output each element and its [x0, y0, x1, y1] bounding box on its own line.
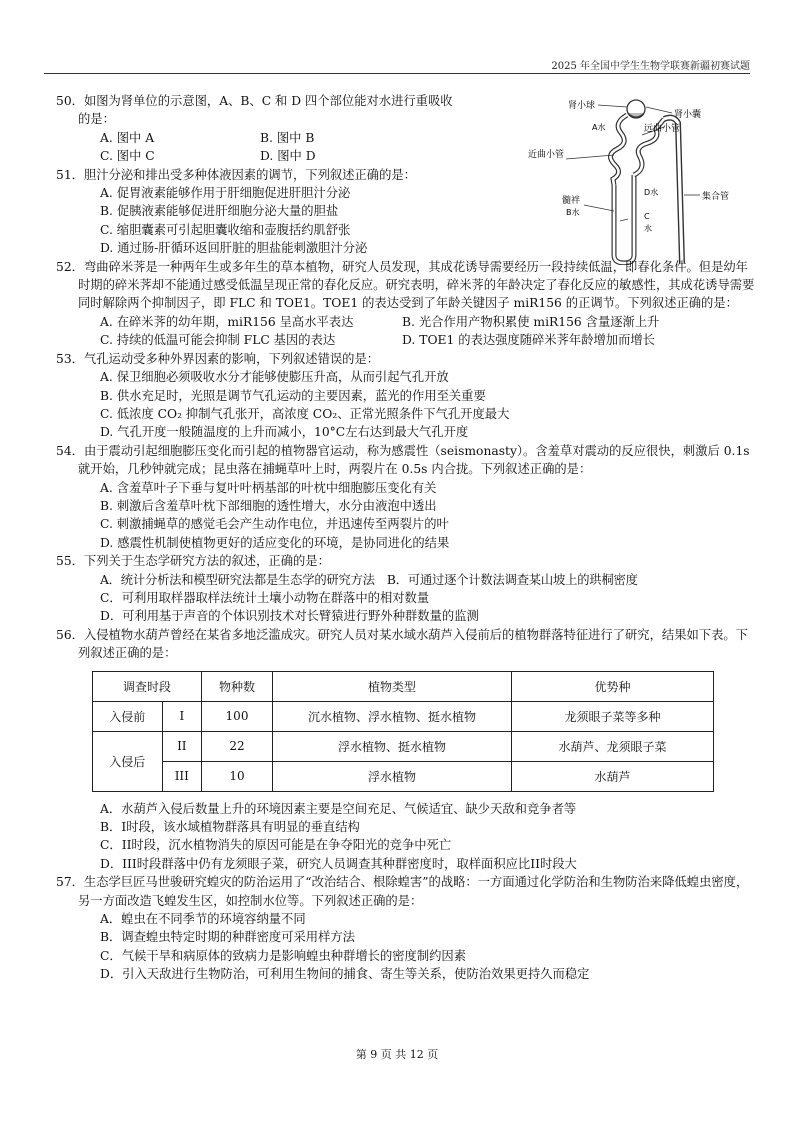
question-stem: 53．气孔运动受多种外界因素的影响，下列叙述错误的是：: [56, 351, 380, 366]
table-header-row: [93, 671, 714, 701]
table-header: 植物类型: [273, 671, 512, 701]
question-stem: 55．下列关于生态学研究方法的叙述，正确的是：: [56, 554, 330, 569]
label-glomerulus: 肾小球: [568, 101, 596, 111]
header-rule: [44, 73, 750, 74]
option: C．可利用取样器取样法统计土壤小动物在群落中的相对数量: [100, 590, 430, 605]
option: D. 感震性机制使植物更好的适应变化的环境，是协同进化的结果: [100, 535, 450, 550]
option: B. 促胰液素能够促进肝细胞分泌大量的胆盐: [100, 204, 339, 219]
question-stem: 52．弯曲碎米荠是一种两年生或多年生的草本植物，研究人员发现，其成花诱导需要经历一段持续低温，即春化条件。但是幼年时期的碎米荠却不能通过感受低温呈现正常的春化反应。研究表明，碎米荠的年龄决定了春化反应的敏感性，其成花诱导需要同时解除两个抑制因子，即 FLC 和 TOE1。TOE1 的表达受到了年龄关键因子 miR156 的正调节。下列叙述正确的是：: [56, 259, 755, 311]
option: A. 在碎米荠的幼年期，miR156 呈高水平表达: [100, 314, 354, 329]
option: C．II时段，沉水植物消失的原因可能是在争夺阳光的竞争中死亡: [100, 838, 452, 853]
table-cell: III: [162, 761, 201, 791]
option: A．蝗虫在不同季节的环境容纳量不同: [100, 912, 306, 927]
option: A. 保卫细胞必须吸收水分才能够使膨压升高，从而引起气孔开放: [100, 370, 449, 385]
question-52: [56, 258, 756, 350]
option: C. 刺激捕蝇草的感觉毛会产生动作电位，并迅速传至两裂片的叶: [100, 517, 449, 532]
option: A. 促胃液素能够作用于肝细胞促进肝胆汁分泌: [100, 186, 351, 201]
table-cell: 水葫芦、龙须眼子菜: [512, 731, 714, 761]
option: D．III时段群落中仍有龙须眼子菜，研究人员调查其种群密度时，取样面积应比II时段大: [100, 856, 577, 871]
label-c: C: [644, 212, 650, 221]
option: D. 气孔开度一般随温度的上升而减小，10°C左右达到最大气孔开度: [100, 425, 469, 440]
label-capsule: 肾小囊: [674, 110, 702, 120]
table-cell: 入侵前: [93, 701, 163, 731]
table-cell: 水葫芦: [512, 761, 714, 791]
option: A．水葫芦入侵后数量上升的环境因素主要是空间充足、气候适宜、缺少天敌和竞争者等: [100, 801, 577, 816]
option: A. 含羞草叶子下垂与复叶叶柄基部的叶枕中细胞膨压变化有关: [100, 480, 437, 495]
table-cell: 22: [202, 731, 273, 761]
label-loop: 髓袢: [562, 196, 581, 206]
question-50: [56, 92, 756, 166]
table-row: [93, 731, 714, 761]
option: D. 通过肠-肝循环返回肝脏的胆盐能刺激胆汁分泌: [100, 241, 368, 256]
question-stem-cont: 的是：: [78, 112, 115, 127]
table-cell: 100: [202, 701, 273, 731]
option: A. 图中 A: [100, 130, 155, 145]
community-table: [92, 671, 714, 792]
option: D．引入天敌进行生物防治，可利用生物间的捕食、寄生等关系，使防治效果更持久而稳定: [100, 967, 590, 982]
option: C. 持续的低温可能会抑制 FLC 基因的表达: [100, 333, 336, 348]
table-cell: 入侵后: [93, 731, 163, 791]
question-57: [56, 873, 756, 983]
question-54: [56, 442, 756, 552]
table-cell: 浮水植物: [273, 761, 512, 791]
option: C．气候干旱和病原体的致病力是影响蝗虫种群增长的密度制约因素: [100, 948, 467, 963]
question-list: [56, 92, 756, 984]
page-number: 第 9 页 共 12 页: [355, 1048, 439, 1061]
table-row: [93, 761, 714, 791]
question-53: [56, 350, 756, 442]
question-stem: 51．胆汁分泌和排出受多种体液因素的调节，下列叙述正确的是：: [56, 167, 416, 182]
table-cell: I: [162, 701, 201, 731]
table-header: 物种数: [202, 671, 273, 701]
table-cell: 10: [202, 761, 273, 791]
option: C. 低浓度 CO₂ 抑制气孔张开，高浓度 CO₂、正常光照条件下气孔开度最大: [100, 406, 510, 421]
label-proximal: 近曲小管: [528, 150, 565, 160]
table-cell: 浮水植物、挺水植物: [273, 731, 512, 761]
option: B. 供水充足时，光照是调节气孔运动的主要因素，蓝光的作用至关重要: [100, 388, 486, 403]
option: B. 光合作用产物积累使 miR156 含量逐渐上升: [402, 314, 660, 329]
option: A．统计分析法和模型研究法都是生态学的研究方法 B．可通过逐个计数法调查某山坡上的珙桐密度: [100, 572, 638, 587]
label-a: A水: [592, 123, 606, 132]
label-d: D水: [644, 188, 659, 197]
option: B. 刺激后含羞草叶枕下部细胞的透性增大，水分由液泡中透出: [100, 498, 437, 513]
option: B．调查蝗虫特定时期的种群密度可采用样方法: [100, 930, 355, 945]
table-row: [93, 701, 714, 731]
question-55: [56, 552, 756, 626]
option: D. 图中 D: [260, 149, 316, 164]
label-collecting: 集合管: [702, 192, 730, 202]
header-title: 2025 年全国中学生生物学联赛新疆初赛试题: [551, 61, 750, 72]
table-header: 调查时段: [93, 671, 202, 701]
option: B．I时段，该水域植物群落具有明显的垂直结构: [100, 820, 360, 834]
option: D．可利用基于声音的个体识别技术对长臂猿进行野外种群数量的监测: [100, 609, 479, 624]
label-c-water: 水: [644, 224, 652, 233]
option: C. 缩胆囊素可引起胆囊收缩和壶腹括约肌舒张: [100, 222, 351, 237]
table-header: 优势种: [512, 671, 714, 701]
question-stem: 50．如图为肾单位的示意图，A、B、C 和 D 四个部位能对水进行重吸收: [56, 94, 453, 108]
option: C. 图中 C: [100, 149, 155, 164]
label-distal: 远曲小管: [644, 124, 681, 134]
label-b: B水: [566, 208, 580, 217]
question-stem: 54．由于震动引起细胞膨压变化而引起的植物器官运动，称为感震性（seismonasty）。含羞草对震动的反应很快，刺激后 0.1s 就开始，几秒钟就完成；昆虫落在捕蝇草叶上时，两裂片在 0.5s 内合拢。下列叙述正确的是：: [56, 443, 750, 477]
question-stem: 56．入侵植物水葫芦曾经在某省多地泛滥成灾。研究人员对某水域水葫芦入侵前后的植物群落特征进行了研究，结果如下表。下列叙述正确的是：: [56, 627, 748, 661]
question-stem: 57．生态学巨匠马世骏研究蝗灾的防治运用了“改治结合、根除蝗害”的战略：一方面通过化学防治和生物防治来降低蝗虫密度，另一方面改造飞蝗发生区，如控制水位等。下列叙述正确的是：: [56, 875, 749, 908]
option: D. TOE1 的表达强度随碎米荠年龄增加而增长: [402, 333, 655, 348]
table-cell: II: [162, 731, 201, 761]
table-cell: 沉水植物、浮水植物、挺水植物: [273, 701, 512, 731]
table-cell: 龙须眼子菜等多种: [512, 701, 714, 731]
question-56: [56, 626, 756, 873]
question-51: [56, 166, 756, 258]
option: B. 图中 B: [260, 130, 315, 145]
